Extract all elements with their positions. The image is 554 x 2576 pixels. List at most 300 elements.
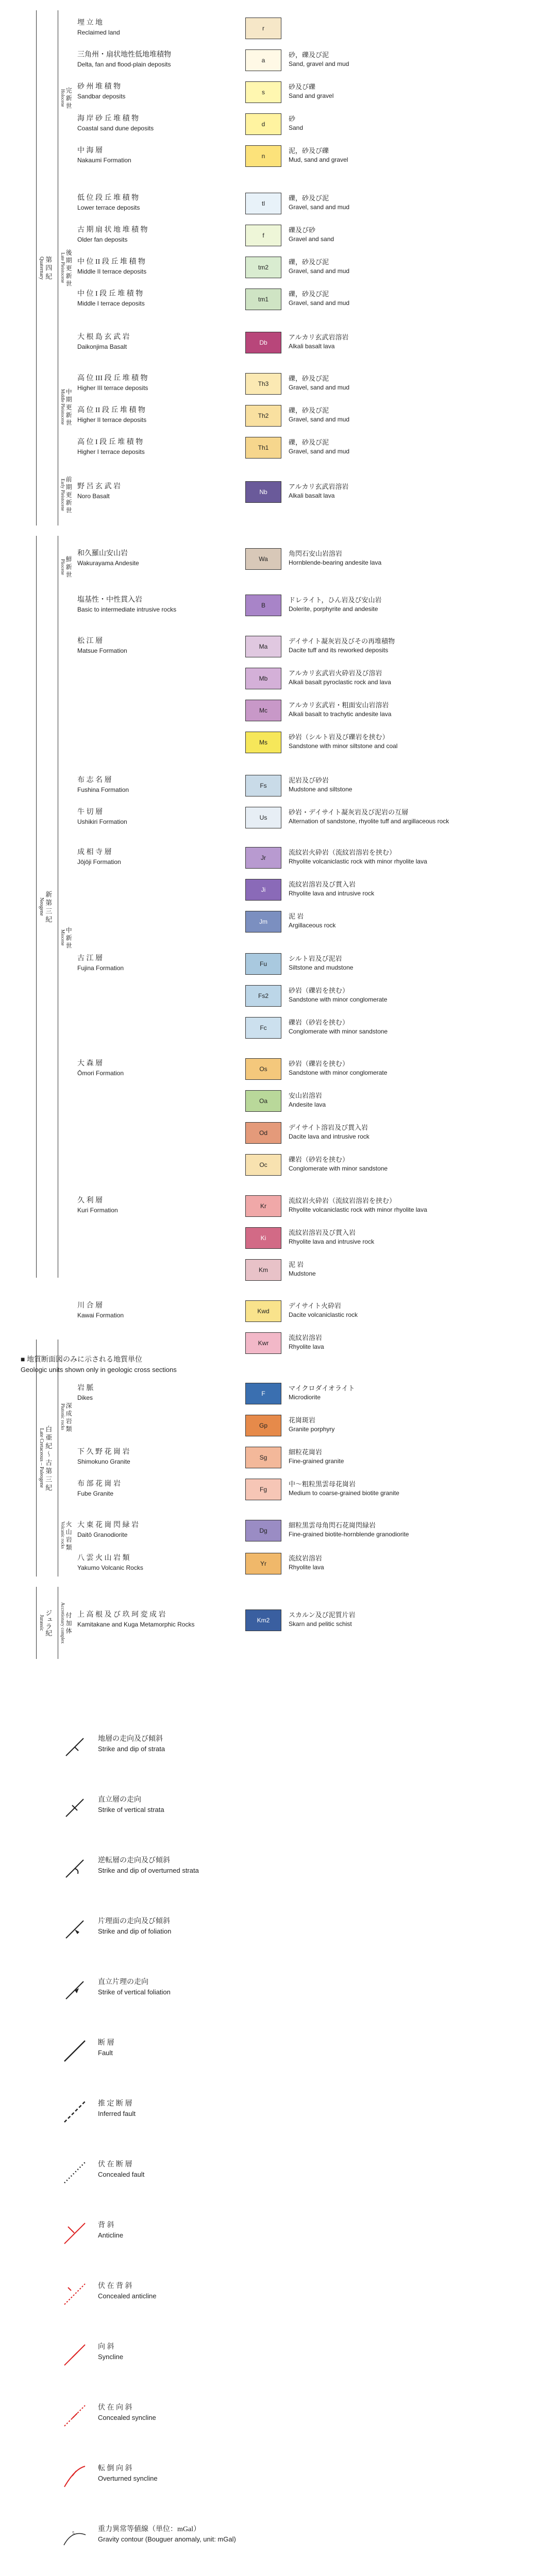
unit-name-en: Middle I terrace deposits xyxy=(77,299,145,307)
concealed-anticline-icon xyxy=(62,2281,88,2307)
unit-desc-ja: アルカリ玄武岩・粗面安山岩溶岩 xyxy=(289,701,389,709)
unit-name-ja: 中 位 I 段 丘 堆 積 物 xyxy=(77,290,143,298)
unit-name-ja: 中 位 II 段 丘 堆 積 物 xyxy=(77,258,145,266)
unit-swatch xyxy=(245,257,281,278)
epoch-label xyxy=(60,1587,72,1659)
symbol-row-syncline xyxy=(62,2339,526,2375)
unit-swatch xyxy=(245,1609,281,1631)
unit-description xyxy=(289,82,536,100)
unit-name-en: Daikonjima Basalt xyxy=(77,343,127,350)
unit-desc-ja: 礫岩（砂岩を挟む） xyxy=(289,1156,349,1163)
unit-symbol: Kr xyxy=(260,1202,266,1210)
unit-row-12 xyxy=(77,435,541,462)
unit-desc-en: Gravel, sand and mud xyxy=(289,447,350,455)
unit-name-en: Delta, fan and flood-plain deposits xyxy=(77,60,171,68)
unit-name xyxy=(77,637,232,655)
epoch-5 xyxy=(58,598,76,1278)
unit-symbol: Dg xyxy=(259,1527,267,1534)
unit-symbol: s xyxy=(262,89,265,96)
epoch-en: Miocene xyxy=(60,929,65,946)
unit-name-en: Fushina Formation xyxy=(77,786,129,793)
unit-symbol: Kwr xyxy=(258,1340,269,1347)
unit-desc-ja: 礫，砂及び泥 xyxy=(289,194,329,202)
symbol-row-vertical-foliation xyxy=(62,1974,526,2010)
unit-name xyxy=(77,406,232,424)
unit-desc-en: Fine-grained biotite-hornblende granodiorite xyxy=(289,1530,409,1538)
unit-swatch xyxy=(245,1227,281,1249)
epoch-en: Pliocene xyxy=(60,558,65,575)
unit-name xyxy=(77,549,232,567)
unit-desc-ja: マイクロダイオライト xyxy=(289,1384,355,1392)
unit-desc-ja: 礫，砂及び泥 xyxy=(289,258,329,266)
symbol-en: Concealed anticline xyxy=(98,2292,157,2300)
unit-swatch xyxy=(245,879,281,901)
unit-symbol: Gp xyxy=(259,1422,267,1429)
unit-name xyxy=(77,114,232,132)
symbol-text xyxy=(98,2099,521,2119)
unit-name-en: Kamitakane and Kuga Metamorphic Rocks xyxy=(77,1620,195,1628)
unit-name-ja: 低 位 段 丘 堆 積 物 xyxy=(77,194,139,202)
unit-name-en: Fujina Formation xyxy=(77,964,124,972)
unit-description xyxy=(289,114,536,132)
symbol-en: Syncline xyxy=(98,2353,124,2361)
unit-desc-en: Gravel, sand and mud xyxy=(289,203,350,211)
era-en: Late Cretaceous – Paleogene xyxy=(39,1428,44,1488)
unit-description xyxy=(289,146,536,164)
symbol-ja: 伏 在 断 層 xyxy=(98,2161,132,2168)
unit-description xyxy=(289,290,536,307)
unit-name-en: Higher II terrace deposits xyxy=(77,416,147,423)
symbol-ja: 背 斜 xyxy=(98,2222,114,2229)
unit-desc-en: Rhyolite volcaniclastic rock with minor rhyolite lava xyxy=(289,857,427,865)
unit-desc-ja: 礫，砂及び泥 xyxy=(289,290,329,298)
epoch-ja: 中 新 世 xyxy=(65,927,73,948)
unit-name xyxy=(77,954,232,972)
unit-desc-en: Gravel, sand and mud xyxy=(289,267,350,275)
unit-symbol: B xyxy=(261,602,265,609)
unit-swatch xyxy=(245,437,281,459)
era-ja: 白 亜 紀 ～ 古 第 三 紀 xyxy=(44,1425,53,1491)
unit-swatch xyxy=(245,847,281,869)
unit-swatch xyxy=(245,953,281,975)
plutonic-row-2 xyxy=(77,1445,541,1471)
unit-swatch xyxy=(245,1520,281,1541)
epoch-2 xyxy=(58,350,76,464)
unit-swatch xyxy=(245,636,281,657)
concealed-fault-icon xyxy=(62,2160,88,2185)
unit-symbol: Oc xyxy=(259,1161,267,1168)
unit-row-16 xyxy=(77,634,541,660)
unit-desc-ja: アルカリ玄武岩溶岩 xyxy=(289,333,349,341)
epoch-3 xyxy=(58,464,76,526)
unit-desc-en: Alkali basalt pyroclastic rock and lava xyxy=(289,678,391,686)
fault-icon xyxy=(62,2038,88,2064)
unit-description xyxy=(289,374,536,392)
unit-name xyxy=(77,438,232,456)
unit-swatch xyxy=(245,1553,281,1574)
unit-desc-ja: 砂岩・デイサイト凝灰岩及び泥岩の互層 xyxy=(289,808,409,816)
epoch-en: Plutonic rocks xyxy=(60,1403,65,1430)
symbol-ja: 推 定 断 層 xyxy=(98,2100,132,2108)
unit-row-9 xyxy=(77,330,541,357)
unit-description xyxy=(289,1480,536,1497)
unit-name-en: Higher I terrace deposits xyxy=(77,448,145,455)
unit-desc-ja: 礫，砂及び泥 xyxy=(289,375,329,382)
unit-description xyxy=(289,733,536,750)
unit-swatch xyxy=(245,1479,281,1500)
unit-desc-en: Rhyolite lava xyxy=(289,1343,324,1350)
epoch-ja: 火 山 岩 類 xyxy=(65,1520,73,1550)
unit-symbol: Ma xyxy=(259,643,268,650)
unit-name xyxy=(77,50,232,69)
unit-row-1 xyxy=(77,47,541,74)
unit-desc-ja: 花崗斑岩 xyxy=(289,1416,316,1424)
epoch-en: Late Pleistocene xyxy=(60,252,65,283)
era-label xyxy=(39,536,52,1278)
unit-swatch xyxy=(245,1259,281,1281)
anticline-icon xyxy=(62,2221,88,2246)
unit-desc-ja: 細粒黒雲母角閃石花崗閃緑岩 xyxy=(289,1521,376,1529)
unit-name-ja: 古 江 層 xyxy=(77,955,103,962)
symbol-row-vertical xyxy=(62,1792,526,1828)
unit-row-24 xyxy=(77,909,541,936)
unit-symbol: Th3 xyxy=(258,380,269,387)
unit-symbol: Jm xyxy=(259,918,267,925)
symbol-en: Gravity contour (Bouguer anomaly, unit: mGal) xyxy=(98,2535,236,2544)
unit-desc-en: Granite porphyry xyxy=(289,1425,335,1433)
symbol-row-concealed-anticline xyxy=(62,2278,526,2314)
unit-description xyxy=(289,1384,536,1401)
unit-description xyxy=(289,1333,536,1351)
unit-desc-en: Sand and gravel xyxy=(289,92,334,99)
unit-row-29 xyxy=(77,1088,541,1115)
unit-name-en: Higher III terrace deposits xyxy=(77,384,148,392)
unit-desc-ja: 角閃石安山岩溶岩 xyxy=(289,550,343,557)
unit-row-30 xyxy=(77,1120,541,1147)
unit-row-25 xyxy=(77,951,541,978)
unit-name-en: Wakurayama Andesite xyxy=(77,559,139,567)
unit-name-en: Matsue Formation xyxy=(77,647,127,654)
unit-name-en: Middle II terrace deposits xyxy=(77,267,147,275)
epoch-en: Volcanic rocks xyxy=(60,1521,65,1549)
unit-name xyxy=(77,482,232,500)
symbol-text xyxy=(98,2281,521,2301)
concealed-syncline-icon xyxy=(62,2403,88,2429)
unit-description xyxy=(289,1448,536,1465)
unit-desc-ja: 流紋岩溶岩及び貫入岩 xyxy=(289,1229,356,1236)
symbol-en: Anticline xyxy=(98,2231,124,2240)
era-intrusive xyxy=(36,1340,57,1577)
unit-name-ja: 砂 州 堆 積 物 xyxy=(77,83,121,91)
unit-name xyxy=(77,1480,232,1498)
symbol-text xyxy=(98,2403,521,2423)
unit-desc-ja: 砂岩（礫岩を挟む） xyxy=(289,987,349,994)
unit-description xyxy=(289,596,536,613)
symbol-en: Strike of vertical foliation xyxy=(98,1988,171,1996)
unit-row-20 xyxy=(77,773,541,800)
symbol-row-strike-dip xyxy=(62,1731,526,1767)
unit-name xyxy=(77,848,232,866)
unit-name xyxy=(77,1059,232,1077)
unit-desc-ja: 礫，砂及び泥 xyxy=(289,438,329,446)
unit-symbol: Db xyxy=(259,339,267,346)
unit-description xyxy=(289,1091,536,1109)
unit-swatch xyxy=(245,775,281,796)
unit-name xyxy=(77,1611,232,1629)
unit-symbol: d xyxy=(261,121,265,128)
unit-desc-ja: 流紋岩溶岩 xyxy=(289,1334,323,1342)
unit-name-en: Ushikiri Formation xyxy=(77,818,127,825)
unit-description xyxy=(289,1554,536,1571)
cross-section-note xyxy=(21,1355,484,1375)
epoch-en: Holocene xyxy=(60,89,65,107)
epoch-0 xyxy=(58,10,76,185)
unit-desc-ja: 礫，砂及び泥 xyxy=(289,406,329,414)
unit-desc-en: Sandstone with minor siltstone and coal xyxy=(289,742,398,750)
vertical-foliation-icon xyxy=(62,1977,88,2003)
strike-dip-icon xyxy=(62,1734,88,1760)
unit-name-ja: 下 久 野 花 崗 岩 xyxy=(77,1448,130,1456)
unit-swatch xyxy=(245,807,281,828)
overturned-icon xyxy=(62,1856,88,1882)
symbol-ja: 直立片理の走向 xyxy=(98,1978,148,1986)
unit-desc-ja: 砂 xyxy=(289,115,296,123)
plutonic-row-0 xyxy=(77,1381,541,1408)
unit-desc-ja: 泥，砂及び礫 xyxy=(289,147,329,155)
unit-symbol: Jr xyxy=(261,854,266,861)
unit-description xyxy=(289,669,536,686)
unit-symbol: Mc xyxy=(259,707,267,714)
symbol-text xyxy=(98,2160,521,2180)
unit-name xyxy=(77,1301,232,1319)
unit-name-ja: 埋 立 地 xyxy=(77,19,103,27)
unit-name-ja: 和久羅山安山岩 xyxy=(77,550,128,557)
unit-desc-ja: スカルン及び泥質片岩 xyxy=(289,1611,356,1619)
symbol-row-anticline xyxy=(62,2217,526,2253)
unit-desc-en: Gravel and sand xyxy=(289,235,334,243)
unit-description xyxy=(289,1196,536,1214)
unit-swatch xyxy=(245,1122,281,1144)
plutonic-row-4 xyxy=(77,1518,541,1545)
unit-row-10 xyxy=(77,371,541,398)
unit-desc-en: Conglomerate with minor sandstone xyxy=(289,1027,388,1035)
unit-description xyxy=(289,1416,536,1433)
symbol-row-gravity-contour xyxy=(62,2521,526,2557)
unit-row-34 xyxy=(77,1257,541,1284)
unit-symbol: Fs2 xyxy=(258,992,268,999)
unit-description xyxy=(289,406,536,423)
unit-desc-en: Alkali basalt lava xyxy=(289,342,335,350)
epoch-1 xyxy=(58,185,76,350)
unit-row-31 xyxy=(77,1152,541,1179)
unit-desc-en: Medium to coarse-grained biotite granite xyxy=(289,1489,399,1497)
unit-desc-en: Mudstone xyxy=(289,1269,316,1277)
unit-symbol: Os xyxy=(259,1065,267,1073)
epoch-label xyxy=(60,536,72,598)
unit-name-en: Dikes xyxy=(77,1394,93,1401)
unit2-row-0 xyxy=(77,1298,541,1325)
epoch-ja: 後 期 更 新 世 xyxy=(65,249,73,286)
symbol-text xyxy=(98,2221,521,2241)
epoch-label xyxy=(60,1494,72,1577)
unit-description xyxy=(289,637,536,654)
vertical-icon xyxy=(62,1795,88,1821)
unit-description xyxy=(289,776,536,793)
unit-name xyxy=(77,374,232,392)
unit-swatch xyxy=(245,668,281,689)
unit-row-23 xyxy=(77,877,541,904)
unit-desc-en: Dacite tuff and its reworked deposits xyxy=(289,646,389,654)
unit-desc-ja: 中～粗粒黒雲母花崗岩 xyxy=(289,1480,356,1488)
unit-name-en: Noro Basalt xyxy=(77,492,110,500)
unit-swatch xyxy=(245,1383,281,1404)
unit-name-ja: 成 相 寺 層 xyxy=(77,849,112,856)
unit-symbol: tm1 xyxy=(258,296,268,303)
unit-desc-ja: 砂岩（礫岩を挟む） xyxy=(289,1060,349,1067)
unit-swatch xyxy=(245,49,281,71)
unit-swatch xyxy=(245,1300,281,1322)
unit-name-en: Ōmori Formation xyxy=(77,1069,124,1077)
symbol-text xyxy=(98,1977,521,1997)
unit-desc-ja: 流紋岩溶岩及び貫入岩 xyxy=(289,880,356,888)
unit-description xyxy=(289,1228,536,1246)
unit-desc-en: Gravel, sand and mud xyxy=(289,299,350,307)
overturned-syncline-icon xyxy=(62,2464,88,2489)
epoch-ja: 付 加 体 xyxy=(65,1612,73,1634)
unit-symbol: Ji xyxy=(261,886,266,893)
symbol-en: Strike and dip of overturned strata xyxy=(98,1867,199,1875)
symbol-text xyxy=(98,2524,521,2545)
unit-desc-en: Microdiorite xyxy=(289,1393,321,1401)
epoch-ja: 前 期 更 新 世 xyxy=(65,476,73,513)
unit-name xyxy=(77,19,232,37)
symbol-row-fault xyxy=(62,2035,526,2071)
unit-desc-ja: 泥 岩 xyxy=(289,1261,304,1268)
unit-desc-en: Mudstone and siltstone xyxy=(289,785,352,793)
epoch-8 xyxy=(58,1587,76,1659)
unit-row-28 xyxy=(77,1056,541,1083)
unit-symbol: Mb xyxy=(259,675,268,682)
unit-symbol: Ki xyxy=(260,1234,266,1242)
unit-swatch xyxy=(245,81,281,103)
unit-desc-ja: 流紋岩溶岩 xyxy=(289,1554,323,1562)
symbol-text xyxy=(98,1856,521,1876)
unit-row-11 xyxy=(77,403,541,430)
unit-name-ja: 布 部 花 崗 岩 xyxy=(77,1480,121,1488)
unit-name-ja: 高 位 I 段 丘 堆 積 物 xyxy=(77,438,143,446)
unit-symbol: f xyxy=(262,232,264,239)
unit-symbol: Us xyxy=(259,814,267,821)
unit-description xyxy=(289,194,536,211)
unit-description xyxy=(289,1301,536,1319)
unit-symbol: tl xyxy=(262,200,265,207)
unit-symbol: Nb xyxy=(259,488,267,496)
unit-row-7 xyxy=(77,255,541,281)
unit-desc-ja: 流紋岩火砕岩（流紋岩溶岩を挟む） xyxy=(289,1197,396,1205)
unit-name xyxy=(77,776,232,794)
unit-desc-en: Hornblende-bearing andesite lava xyxy=(289,558,382,566)
unit-desc-ja: 砂岩（シルト岩及び礫岩を挟む） xyxy=(289,733,389,741)
epoch-4 xyxy=(58,536,76,598)
symbol-en: Strike and dip of foliation xyxy=(98,1927,172,1936)
unit-symbol: Fu xyxy=(259,960,267,968)
unit-description xyxy=(289,1611,536,1628)
epoch-en: Accretionary complex xyxy=(60,1602,65,1644)
unit-symbol: Ms xyxy=(259,739,267,746)
unit-name-ja: 高 位 II 段 丘 堆 積 物 xyxy=(77,406,145,414)
unit-description xyxy=(289,912,536,929)
unit-description xyxy=(289,482,536,500)
unit-swatch xyxy=(245,1154,281,1176)
unit-desc-ja: 細粒花崗岩 xyxy=(289,1448,323,1456)
unit-description xyxy=(289,1155,536,1173)
unit2-row-1 xyxy=(77,1330,541,1357)
unit-description xyxy=(289,1260,536,1278)
unit-row-15 xyxy=(77,592,541,619)
unit-description xyxy=(289,848,536,866)
unit-name-en: Reclaimed land xyxy=(77,28,120,36)
unit-description xyxy=(289,333,536,350)
gravity-contour-icon xyxy=(62,2524,88,2550)
unit-description xyxy=(289,1521,536,1538)
unit-desc-en: Gravel, sand and mud xyxy=(289,415,350,423)
unit-swatch xyxy=(245,548,281,570)
unit-name-en: Kawai Formation xyxy=(77,1311,124,1319)
unit-row-14 xyxy=(77,546,541,573)
unit-name-en: Daitō Granodiorite xyxy=(77,1531,128,1538)
unit-row-3 xyxy=(77,111,541,138)
era-ja: 新 第 三 紀 xyxy=(44,891,53,923)
unit-swatch xyxy=(245,373,281,395)
unit-swatch xyxy=(245,332,281,353)
symbol-ja: 片理面の走向及び傾斜 xyxy=(98,1918,170,1925)
unit-desc-ja: デイサイト凝灰岩及びその再堆積物 xyxy=(289,637,395,645)
unit-swatch xyxy=(245,595,281,616)
unit-row-17 xyxy=(77,666,541,692)
unit-description xyxy=(289,701,536,718)
unit-name-en: Yakumo Volcanic Rocks xyxy=(77,1564,143,1571)
unit-symbol: Th2 xyxy=(258,412,269,419)
unit-description xyxy=(289,1123,536,1141)
unit-desc-en: Conglomerate with minor sandstone xyxy=(289,1164,388,1172)
unit-desc-en: Rhyolite lava and intrusive rock xyxy=(289,889,375,897)
unit-swatch xyxy=(245,911,281,933)
note-en: Geologic units shown only in geologic cross sections xyxy=(21,1365,177,1374)
unit-desc-en: Dolerite, porphyrite and andesite xyxy=(289,605,378,613)
unit-desc-en: Sand xyxy=(289,124,304,131)
unit-name-ja: 久 利 層 xyxy=(77,1197,103,1205)
note-ja: ■ 地質断面図のみに示される地質単位 xyxy=(21,1356,142,1364)
symbol-ja: 伏 在 向 斜 xyxy=(98,2404,132,2412)
unit-description xyxy=(289,549,536,567)
unit-symbol: Kwd xyxy=(257,1308,270,1315)
symbol-en: Fault xyxy=(98,2049,113,2057)
unit-swatch xyxy=(245,1195,281,1217)
unit-swatch xyxy=(245,193,281,214)
unit-name-en: Sandbar deposits xyxy=(77,92,126,100)
unit-name-en: Lower terrace deposits xyxy=(77,204,140,211)
unit-desc-en: Mud, sand and gravel xyxy=(289,156,348,163)
unit-symbol: n xyxy=(261,152,265,160)
unit-desc-en: Rhyolite lava and intrusive rock xyxy=(289,1238,375,1245)
unit-name-en: Fube Granite xyxy=(77,1489,114,1497)
epoch-label xyxy=(60,464,72,526)
symbol-en: Strike of vertical strata xyxy=(98,1806,164,1814)
unit-name xyxy=(77,1384,232,1402)
unit-name xyxy=(77,258,232,276)
symbol-ja: 断 層 xyxy=(98,2039,114,2047)
plutonic-row-3 xyxy=(77,1477,541,1503)
